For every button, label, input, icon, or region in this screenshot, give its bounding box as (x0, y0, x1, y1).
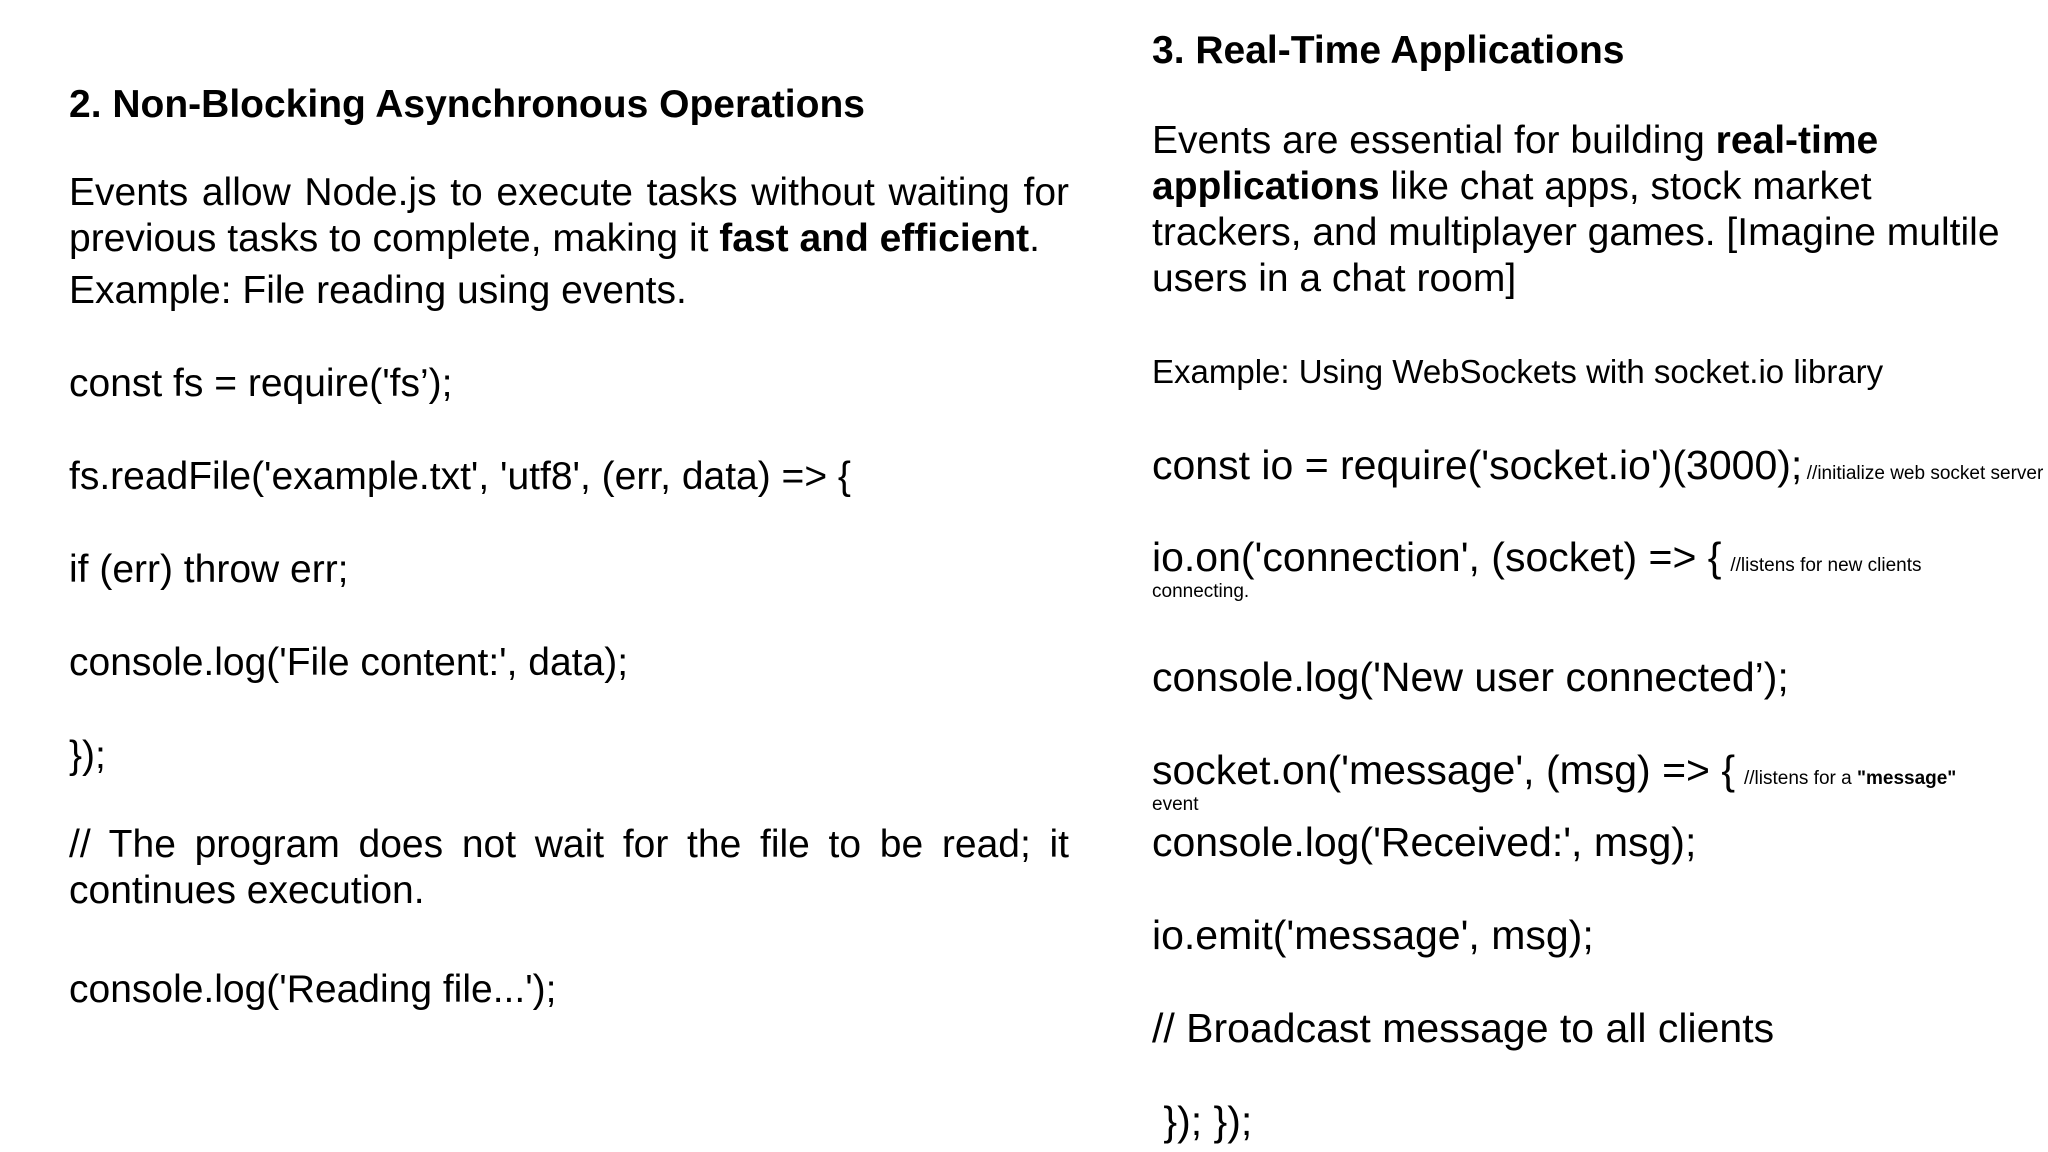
left-intro-paragraph (69, 170, 1069, 262)
right-code-line-3: console.log('New user connected’); (1152, 654, 1789, 700)
left-last-line: console.log('Reading file...'); (69, 968, 557, 1011)
left-code-line-4: console.log('File content:', data); (69, 641, 629, 684)
right-intro-paragraph (1152, 118, 2012, 302)
right-code-line-2-text: io.on('connection', (socket) => { (1152, 534, 1722, 580)
right-code-line-8: }); }); (1152, 1098, 1253, 1144)
right-code-line-4-text: socket.on('message', (msg) => { (1152, 747, 1736, 793)
left-code-line-1: const fs = require('fs’); (69, 362, 453, 405)
left-code-line-2: fs.readFile('example.txt', 'utf8', (err, data) => { (69, 455, 851, 498)
right-code-line-5: console.log('Received:', msg); (1152, 819, 1697, 865)
right-code-line-2-comment-cont: connecting. (1152, 581, 1250, 602)
right-code-line-1-comment: //initialize web socket server (1806, 463, 2044, 484)
right-example-label: Example: Using WebSockets with socket.io library (1152, 353, 1884, 390)
right-code-line-4-comment-bold: "message" (1856, 768, 1957, 789)
right-code-line-4-comment: //listens for a (1743, 768, 1857, 789)
right-intro-text: Events are essential for building (1152, 119, 1716, 162)
left-example-label: Example: File reading using events. (69, 269, 687, 312)
left-code-line-3: if (err) throw err; (69, 548, 349, 591)
right-code-line-7: // Broadcast message to all clients (1152, 1005, 1775, 1051)
right-code-line-4 (1152, 747, 1957, 793)
left-intro-text: Events allow Node.js to execute tasks without waiting for previous tasks to complete, making it (69, 171, 1069, 260)
right-code-line-6: io.emit('message', msg); (1152, 912, 1594, 958)
left-heading: 2. Non-Blocking Asynchronous Operations (69, 83, 865, 126)
right-code-line-4-comment-cont: event (1152, 794, 1199, 815)
left-comment: // The program does not wait for the file to be read; it continues execution. (69, 823, 1069, 912)
right-code-line-1 (1152, 442, 2044, 488)
right-code-line-2-comment: //listens for new clients (1730, 555, 1922, 576)
left-intro-bold: fast and efficient (719, 217, 1030, 260)
right-intro-end: like chat apps, stock market trackers, and multiplayer games. [Imagine multile users in a chat room] (1152, 165, 2000, 300)
right-code-line-2 (1152, 534, 1922, 580)
right-intro-bold: real-time applications (1152, 119, 1879, 208)
left-code-line-5: }); (69, 734, 106, 777)
right-heading: 3. Real-Time Applications (1152, 29, 1625, 72)
left-intro-end: . (1029, 217, 1041, 260)
right-code-line-1-text: const io = require('socket.io')(3000); (1152, 442, 1803, 488)
